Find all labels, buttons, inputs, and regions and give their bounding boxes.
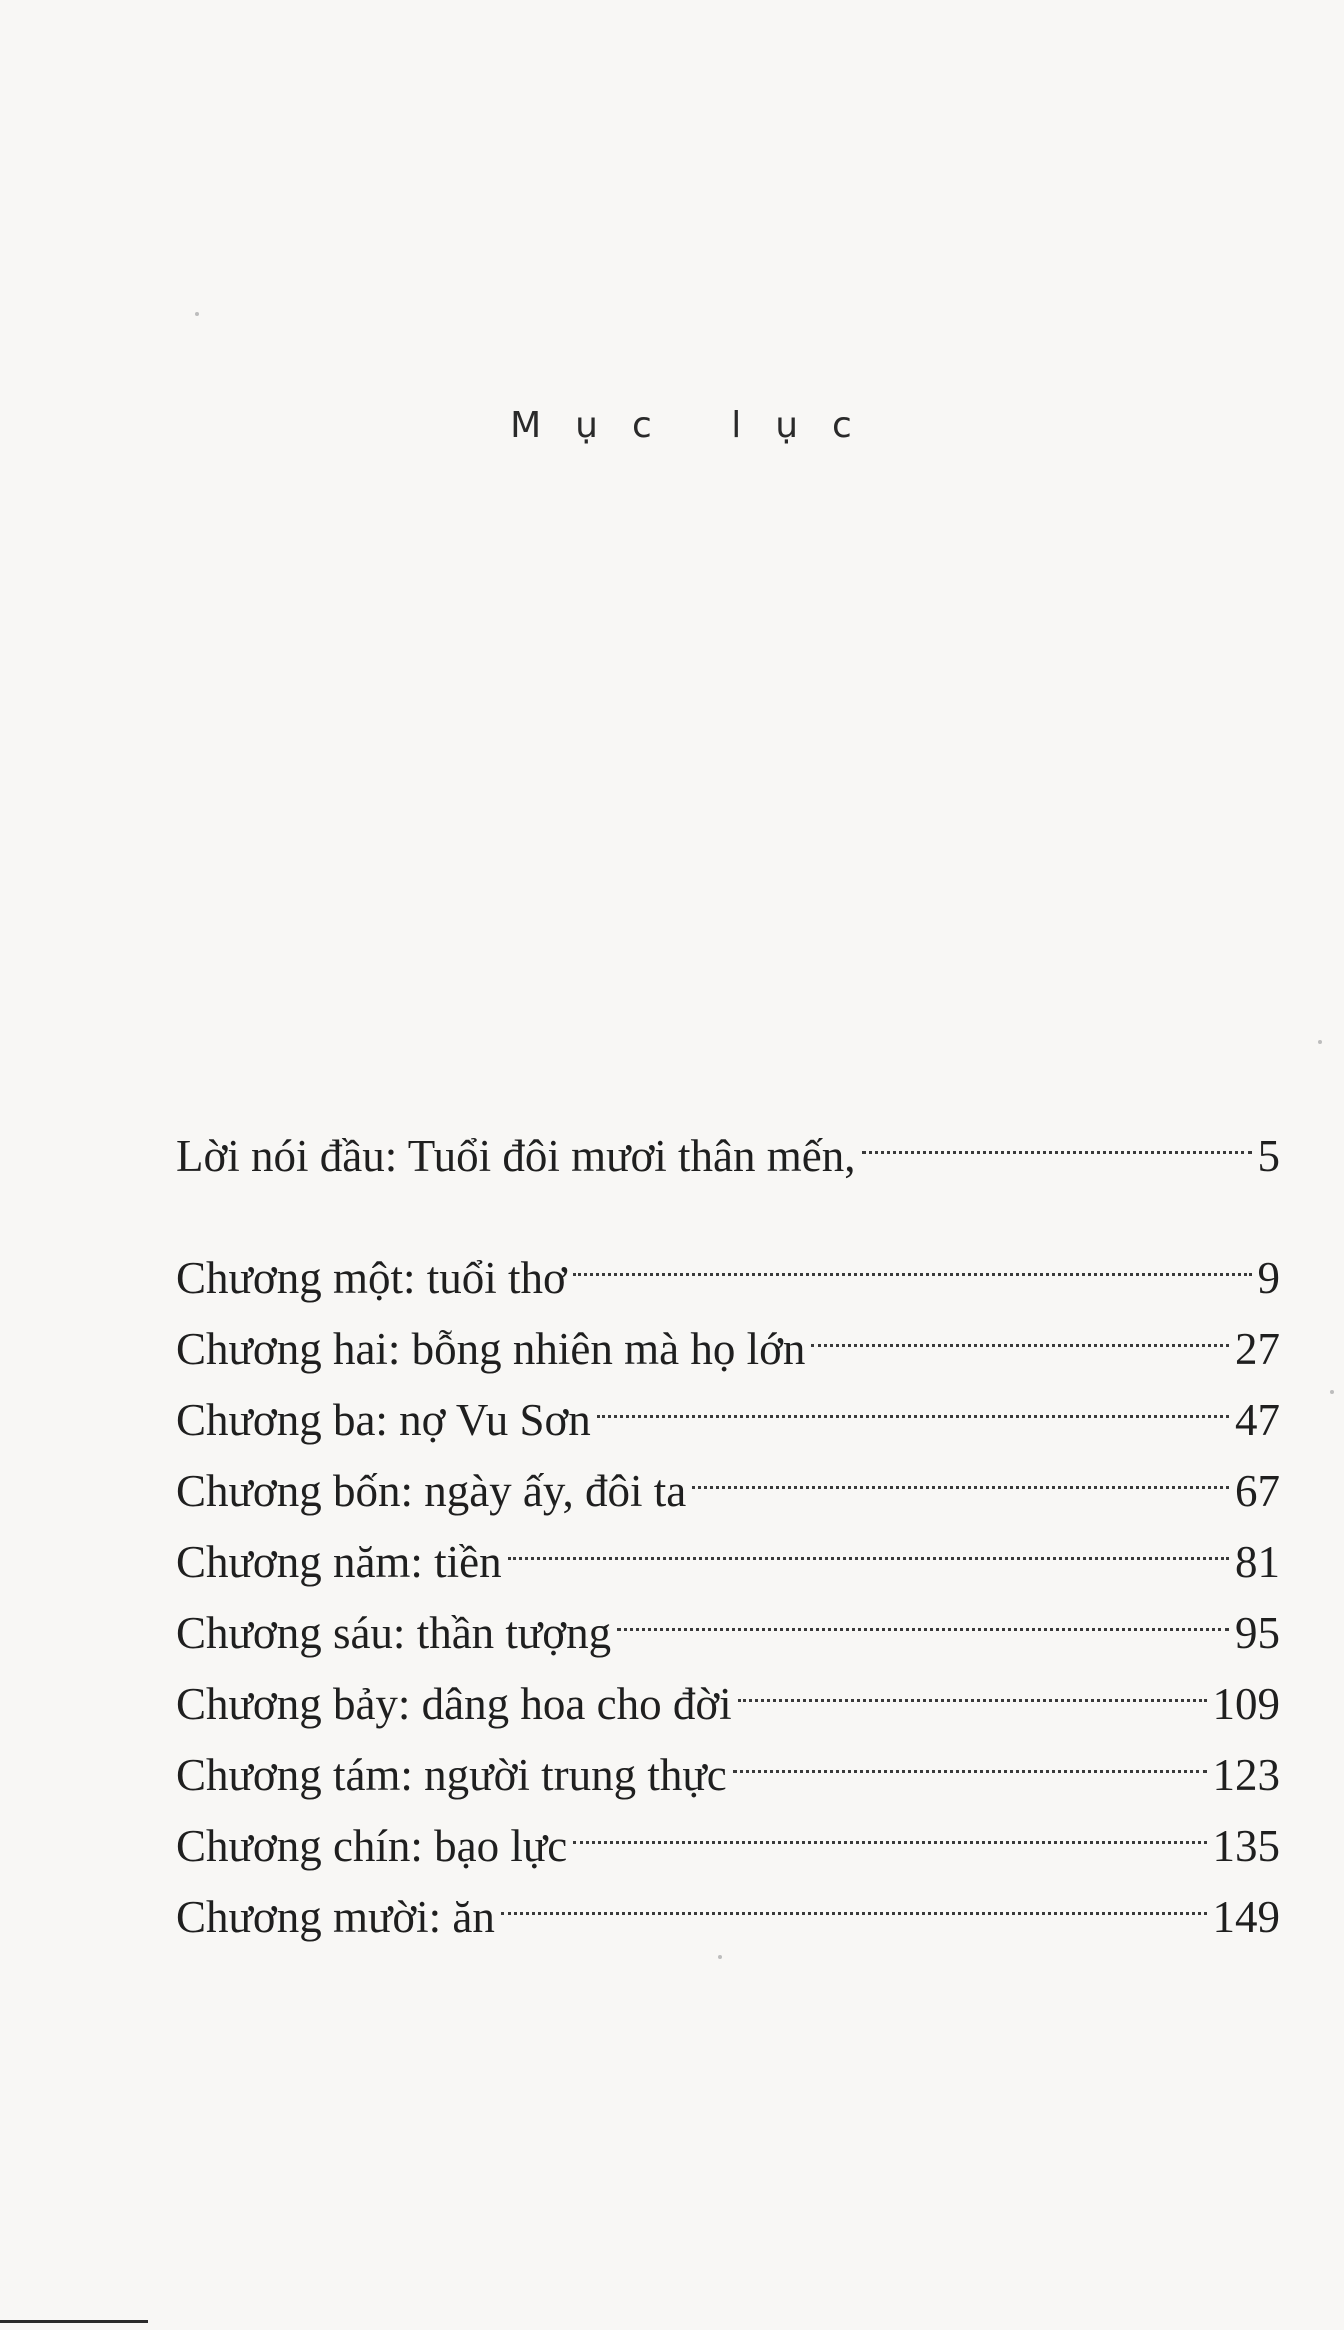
toc-dot-leader	[617, 1577, 1229, 1648]
toc-entry-page: 135	[1212, 1821, 1280, 1871]
toc-entry-title: Lời nói đầu: Tuổi đôi mươi thân mến,	[176, 1131, 856, 1181]
toc-entry-page: 27	[1235, 1324, 1280, 1374]
toc-entry-title: Chương ba: nợ Vu Sơn	[176, 1395, 591, 1445]
toc-dot-leader	[597, 1364, 1229, 1435]
toc-dot-leader	[733, 1719, 1207, 1790]
toc-entry-title: Chương tám: người trung thực	[176, 1750, 727, 1800]
toc-chapter-list	[176, 1222, 1280, 1942]
toc-entry-page: 109	[1212, 1679, 1280, 1729]
toc-entry-title: Chương hai: bỗng nhiên mà họ lớn	[176, 1324, 806, 1374]
toc-entry-title: Chương bốn: ngày ấy, đôi ta	[176, 1466, 687, 1516]
toc-entry-chapter-1	[176, 1222, 1280, 1303]
paper-speck	[718, 1955, 722, 1959]
toc-dot-leader	[508, 1506, 1229, 1577]
toc-dot-leader	[573, 1222, 1252, 1293]
toc-dot-leader	[501, 1861, 1207, 1932]
toc-entry-intro	[176, 1100, 1280, 1181]
toc-entry-title: Chương năm: tiền	[176, 1537, 502, 1587]
toc-entry-title: Chương bảy: dâng hoa cho đời	[176, 1679, 732, 1729]
toc-entry-title: Chương chín: bạo lực	[176, 1821, 568, 1871]
toc-heading: Mục lục	[510, 405, 886, 446]
paper-speck	[195, 312, 199, 316]
toc-entry-page: 81	[1235, 1537, 1280, 1587]
toc-entry-title: Chương một: tuổi thơ	[176, 1253, 567, 1303]
toc-dot-leader	[862, 1100, 1252, 1171]
toc-entry-title: Chương mười: ăn	[176, 1892, 495, 1942]
toc-entry-page: 47	[1235, 1395, 1280, 1445]
toc-entry-page: 9	[1257, 1253, 1280, 1303]
toc-entry-page: 5	[1257, 1131, 1280, 1181]
paper-speck	[1330, 1390, 1334, 1394]
toc-entry-page: 67	[1235, 1466, 1280, 1516]
toc-entry-page: 95	[1235, 1608, 1280, 1658]
toc-dot-leader	[573, 1790, 1206, 1861]
toc-entry-page: 149	[1212, 1892, 1280, 1942]
toc-entry-title: Chương sáu: thần tượng	[176, 1608, 612, 1658]
toc-intro-section	[176, 1100, 1280, 1181]
bottom-edge-rule	[0, 2320, 148, 2323]
toc-dot-leader	[692, 1435, 1229, 1506]
toc-dot-leader	[738, 1648, 1207, 1719]
toc-dot-leader	[811, 1293, 1229, 1364]
toc-entry-page: 123	[1212, 1750, 1280, 1800]
paper-speck	[1318, 1040, 1322, 1044]
